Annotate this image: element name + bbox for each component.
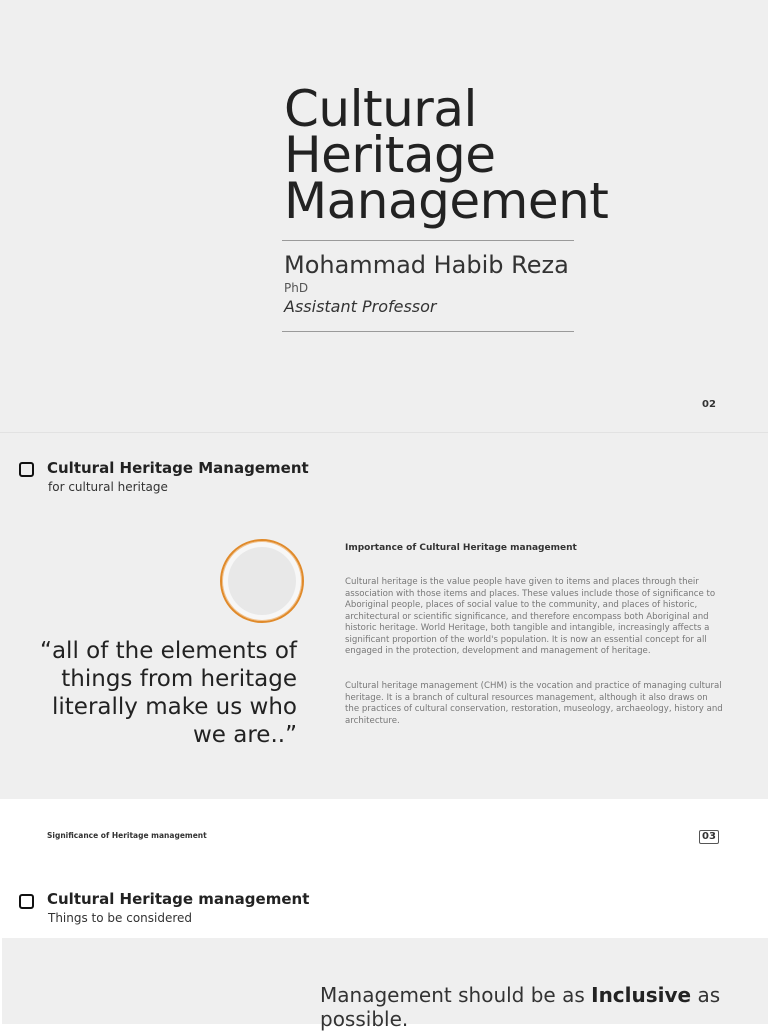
pull-quote: “all of the elements of things from heritage literally make us who we are..”: [40, 638, 297, 748]
slide-subheading: for cultural heritage: [48, 480, 168, 494]
statement-suffix: as possible.: [320, 983, 721, 1031]
checkbox-square-icon: [19, 894, 34, 909]
title-divider: [282, 240, 574, 241]
importance-slide: [0, 432, 768, 799]
title-line: Cultural: [284, 80, 477, 138]
checkbox-square-icon: [19, 462, 34, 477]
importance-heading: Importance of Cultural Heritage management: [345, 543, 577, 553]
title-line: Heritage: [284, 126, 496, 184]
body-paragraph: Cultural heritage management (CHM) is the vocation and practice of managing cultural heritage. It is a branch of cultural resources management, although it also draws on the practices of cultural conservation, restoration, museology, archaeology, history and architecture.: [345, 681, 723, 726]
author-degree: PhD: [284, 281, 309, 295]
statement-prefix: Management should be as: [320, 983, 592, 1007]
author-divider: [282, 331, 574, 332]
decorative-circle-icon: [220, 539, 304, 623]
slide-heading: Cultural Heritage Management: [47, 459, 309, 477]
body-paragraph: Cultural heritage is the value people have given to items and places through their association with those items and places. These values include those of significance to Aboriginal people, places of social value to the community, and places of historic, architectural or scientific significance, and therefore encompass both Aboriginal and historic heritage. World Heritage, both tangible and intangible, increasingly affects a significant proportion of the world's population. It is now an essential concept for all engaged in the protection, development and management of heritage.: [345, 577, 716, 656]
author-name: Mohammad Habib Reza: [284, 251, 569, 279]
page-number: 02: [702, 399, 716, 410]
author-role: Assistant Professor: [284, 297, 437, 316]
title-slide: [0, 0, 768, 432]
page-number: 03: [699, 830, 719, 844]
slide-heading: Cultural Heritage management: [47, 890, 310, 908]
presentation-title: [284, 80, 724, 230]
statement-emphasis: Inclusive: [591, 983, 692, 1007]
title-line: Management: [284, 172, 609, 230]
circle-inner: [228, 547, 296, 615]
slide-subheading: Things to be considered: [48, 911, 193, 925]
section-label: Significance of Heritage management: [47, 831, 207, 840]
